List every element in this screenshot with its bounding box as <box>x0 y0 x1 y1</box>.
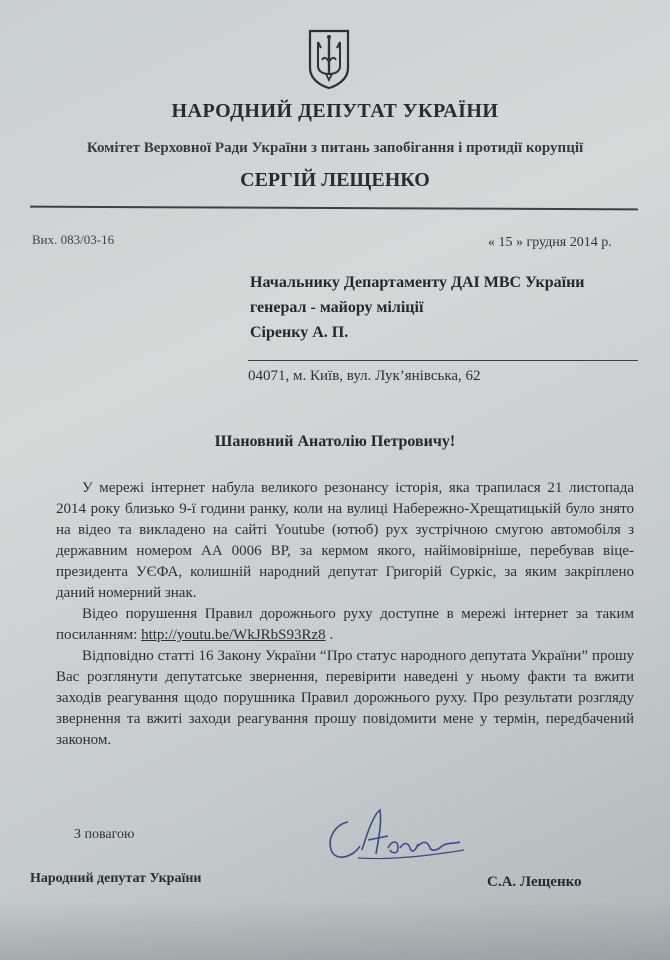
letterhead-title: НАРОДНИЙ ДЕПУТАТ УКРАЇНИ <box>171 100 499 122</box>
trident-coat-of-arms-icon <box>306 28 352 90</box>
salutation: Шановний Анатолію Петровичу! <box>214 433 456 450</box>
addressee-line-2: генерал - майору міліції <box>250 299 424 316</box>
outgoing-number: Вих. 083/03-16 <box>32 232 115 247</box>
signatory-name: С.А. Лещенко <box>487 874 582 890</box>
handwritten-signature-icon <box>318 800 468 870</box>
addressee-line-1: Начальнику Департаменту ДАІ МВС України <box>250 274 585 291</box>
letterhead-committee: Комітет Верховної Ради України з питань запобігання і протидії корупції <box>86 140 584 156</box>
addressee-line-3: Сіренку А. П. <box>250 324 349 341</box>
body-paragraph-3: Відповідно статті 16 Закону України “Про статус народного депутата України” прошу Вас розглянути депутатське звернення, перевірити наведені у ньому факти та вжити заходів реагування щодо порушника Правил дорожнього руху. Про результати розгляду звернення та вжиті заходи реагування прошу повідомити мене у термін, передбачений законом. <box>56 648 634 748</box>
signatory-position: Народний депутат України <box>30 871 202 886</box>
letterhead-divider <box>30 206 638 211</box>
addressee-address: 04071, м. Київ, вул. Лук’янівська, 62 <box>248 368 481 384</box>
closing-regards: З повагою <box>74 827 135 842</box>
youtube-link[interactable]: http://youtu.be/WkJRbS93Rz8 <box>141 627 326 643</box>
body-paragraph-2-text: Відео порушення Правил дорожнього руху доступне в мережі інтернет за таким посиланням: <box>56 606 634 643</box>
letter-body <box>56 478 634 751</box>
body-paragraph-2-end: . <box>325 627 334 643</box>
body-paragraph-2 <box>56 604 634 646</box>
letter-date: « 15 » грудня 2014 р. <box>488 235 612 250</box>
letterhead-name: СЕРГІЙ ЛЕЩЕНКО <box>240 169 430 191</box>
address-divider <box>248 360 638 361</box>
paper-shadow <box>0 900 670 960</box>
body-paragraph-1: У мережі інтернет набула великого резонансу історія, яка трапилася 21 листопада 2014 року близько 9-ї години ранку, коли на вулиці Набережно-Хрещатицькій було знято на відео та викладено на сайті Youtube (ютюб) рух зустрічною смугою автомобіля з державним номером АА 0006 ВР, за кермом якого, найімовірніше, перебував віце-президента УЄФА, колишній народний депутат Григорій Суркіс, за яким закріплено даний номерний знак. <box>56 480 634 601</box>
